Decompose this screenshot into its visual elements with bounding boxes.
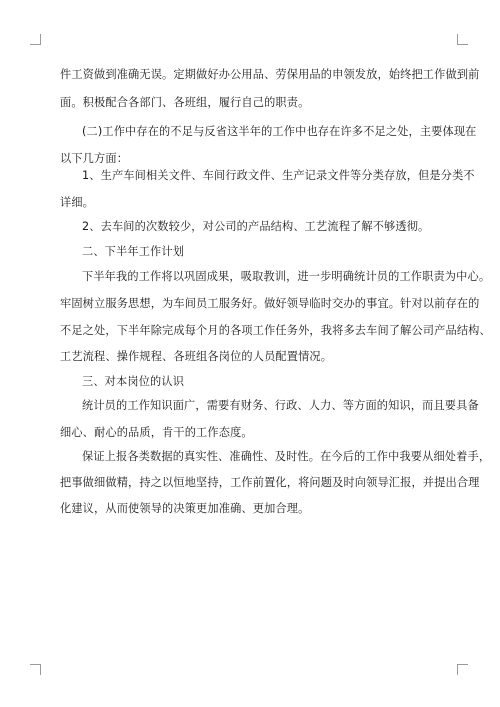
- page-corner-mark-top-left: [30, 34, 41, 45]
- body-text-line: 以下几方面：: [60, 152, 129, 165]
- section-heading: 三、对本岗位的认识: [82, 375, 185, 388]
- body-text-line: 牢固树立服务思想，为车间员工服务好。做好领导临时交办的事宜。针对以前存在的: [60, 297, 480, 310]
- body-text-line: 面。积极配合各部门、各班组，履行自己的职责。: [60, 96, 310, 109]
- body-text-line: 统计员的工作知识面广，需要有财务、行政、人力、等方面的知识，而且要具备: [82, 399, 479, 412]
- body-text-line: 1、生产车间相关文件、车间行政文件、生产记录文件等分类存放，但是分类不: [82, 169, 475, 182]
- body-text-line: 不足之处，下半年除完成每个月的各项工作任务外，我将多去车间了解公司产品结构、: [60, 324, 491, 337]
- body-text-line: 把事做细做精，持之以恒地坚持，工作前置化，将问题及时向领导汇报，并提出合理: [60, 476, 480, 489]
- section-heading: 二、下半年工作计划: [82, 245, 185, 258]
- body-text-line: 详细。: [60, 196, 95, 209]
- body-text-line: (二)工作中存在的不足与反省这半年的工作中也存在许多不足之处，主要体现在: [82, 125, 477, 138]
- page-corner-mark-bottom-right: [457, 664, 468, 675]
- page-corner-mark-top-right: [457, 34, 468, 45]
- body-text-line: 细心、耐心的品质，肯干的工作态度。: [60, 426, 253, 439]
- body-text-line: 工艺流程、操作规程、各班组各岗位的人员配置情况。: [60, 350, 333, 363]
- body-text-line: 下半年我的工作将以巩固成果，吸取教训，进一步明确统计员的工作职责为中心。: [82, 270, 491, 283]
- body-text-line: 件工资做到准确无误。定期做好办公用品、劳保用品的申领发放，始终把工作做到前: [60, 68, 480, 81]
- body-text-line: 化建议，从而使领导的决策更加准确、更加合理。: [60, 502, 310, 515]
- page-corner-mark-bottom-left: [30, 664, 41, 675]
- body-text-line: 2、去车间的次数较少，对公司的产品结构、工艺流程了解不够透彻。: [82, 220, 430, 233]
- body-text-line: 保证上报各类数据的真实性、准确性、及时性。在今后的工作中我要从细处着手，: [82, 450, 491, 463]
